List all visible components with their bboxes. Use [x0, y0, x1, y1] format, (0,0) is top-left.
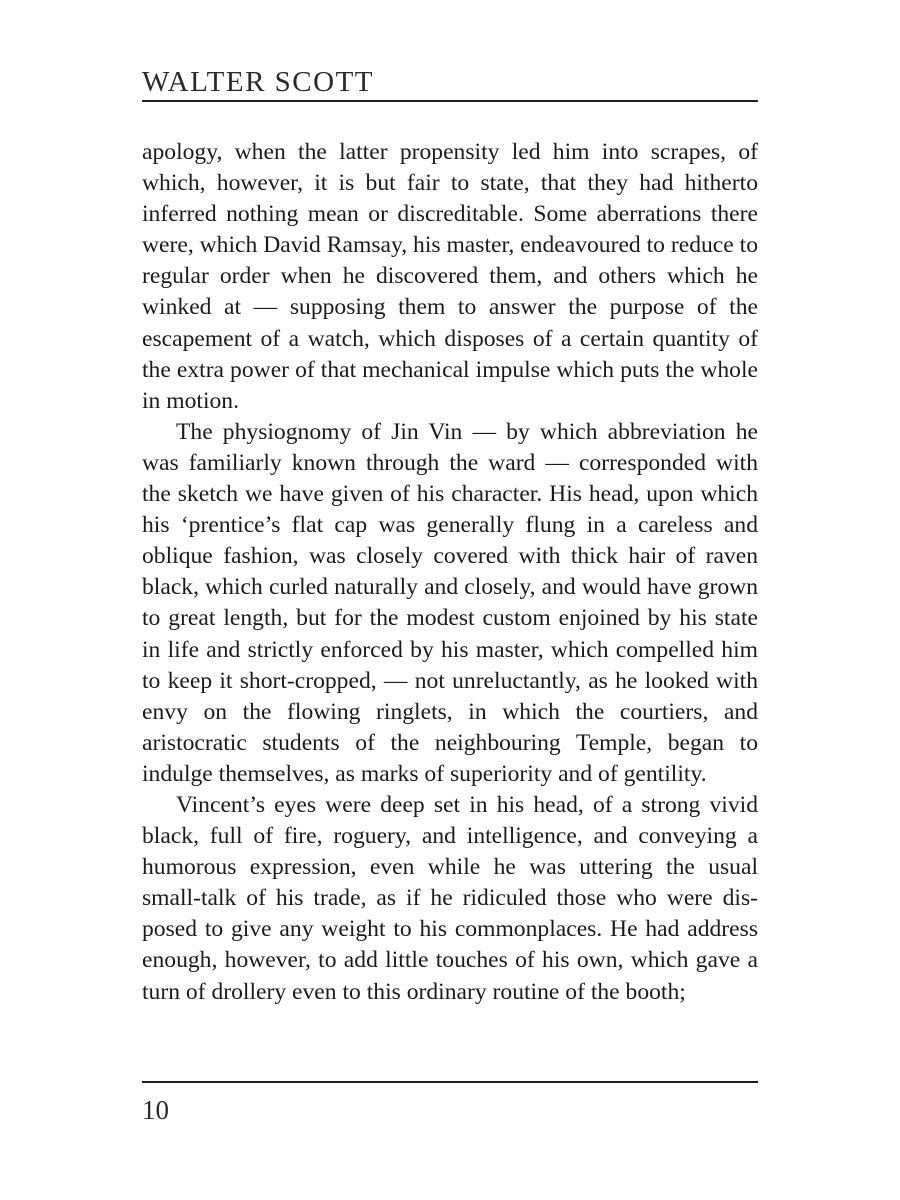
header-rule — [142, 100, 758, 102]
body-text — [142, 137, 758, 1008]
paragraph-3: Vincent’s eyes were deep set in his head, of a strong vivid black, full of fire, roguery, and intelligence, and conveying a humorous expression, even while he was uttering the usual small-talk of his trade, as if he ridiculed those who were disposed to give any weight to his commonplaces. He had address enough, however, to add little touches of his own, which gave a turn of drollery even to this ordinary routine of the booth; — [142, 791, 758, 1005]
footer-rule — [142, 1081, 758, 1083]
paragraph-1: apology, when the latter propensity led him into scrapes, of which, however, it is but fair to state, that they had hitherto inferred nothing mean or discreditable. Some aberrations there were, which David Ramsay, his master, endeavoured to reduce to regular order when he discovered them, and others which he winked at — supposing them to answer the purpose of the escapement of a watch, which disposes of a certain quantity of the extra power of that mechanical impulse which puts the whole in motion. — [142, 139, 758, 414]
paragraph-2: The physiognomy of Jin Vin — by which abbreviation he was familiarly known through the ward — corresponded with the sketch we have given of his character. His head, upon which his ‘prentice’s flat cap was generally flung in a careless and oblique fashion, was closely covered with thick hair of raven black, which curled naturally and closely, and would have grown to great length, but for the modest custom enjoined by his state in life and strictly enforced by his master, which compelled him to keep it short-cropped, — not unreluctantly, as he looked with envy on the flowing ringlets, in which the courtiers, and aristocratic students of the neighbouring Temple, began to indulge themselves, as marks of superiority and of gentility. — [142, 418, 758, 787]
page-number: 10 — [142, 1095, 169, 1125]
running-header-title: WALTER SCOTT — [142, 66, 375, 98]
